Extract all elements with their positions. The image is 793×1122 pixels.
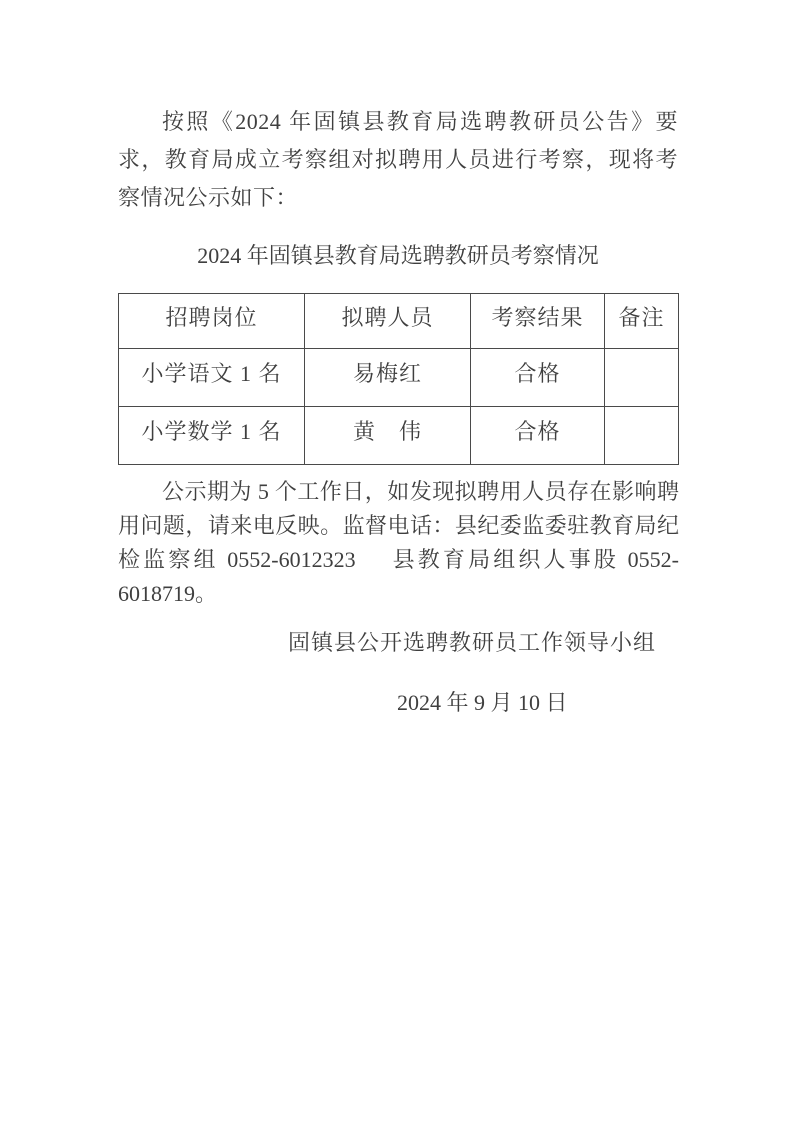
intro-paragraph: 按照《2024 年固镇县教育局选聘教研员公告》要求，教育局成立考察组对拟聘用人员进行考察，现将考察情况公示如下： bbox=[118, 109, 678, 210]
table-header-row bbox=[119, 294, 679, 349]
table-title: 2024 年固镇县教育局选聘教研员考察情况 bbox=[197, 243, 599, 268]
cell-result: 合格 bbox=[471, 349, 605, 407]
cell-result: 合格 bbox=[471, 407, 605, 465]
header-candidate: 拟聘人员 bbox=[305, 294, 471, 349]
header-position: 招聘岗位 bbox=[119, 294, 305, 349]
cell-candidate: 易梅红 bbox=[305, 349, 471, 407]
date-line: 2024 年 9 月 10 日 bbox=[397, 690, 568, 715]
header-result: 考察结果 bbox=[471, 294, 605, 349]
cell-position: 小学语文 1 名 bbox=[119, 349, 305, 407]
cell-remark bbox=[605, 349, 679, 407]
cell-position: 小学数学 1 名 bbox=[119, 407, 305, 465]
notice-paragraph: 公示期为 5 个工作日，如发现拟聘用人员存在影响聘用问题，请来电反映。监督电话：县纪委监委驻教育局纪检监察组 0552-6012323 县教育局组织人事股 0552-6018719。 bbox=[118, 479, 679, 606]
signature-line: 固镇县公开选聘教研员工作领导小组 bbox=[288, 630, 657, 655]
cell-candidate: 黄 伟 bbox=[305, 407, 471, 465]
header-remark: 备注 bbox=[605, 294, 679, 349]
inspection-table bbox=[118, 293, 679, 465]
cell-remark bbox=[605, 407, 679, 465]
table-row bbox=[119, 349, 679, 407]
table-row bbox=[119, 407, 679, 465]
